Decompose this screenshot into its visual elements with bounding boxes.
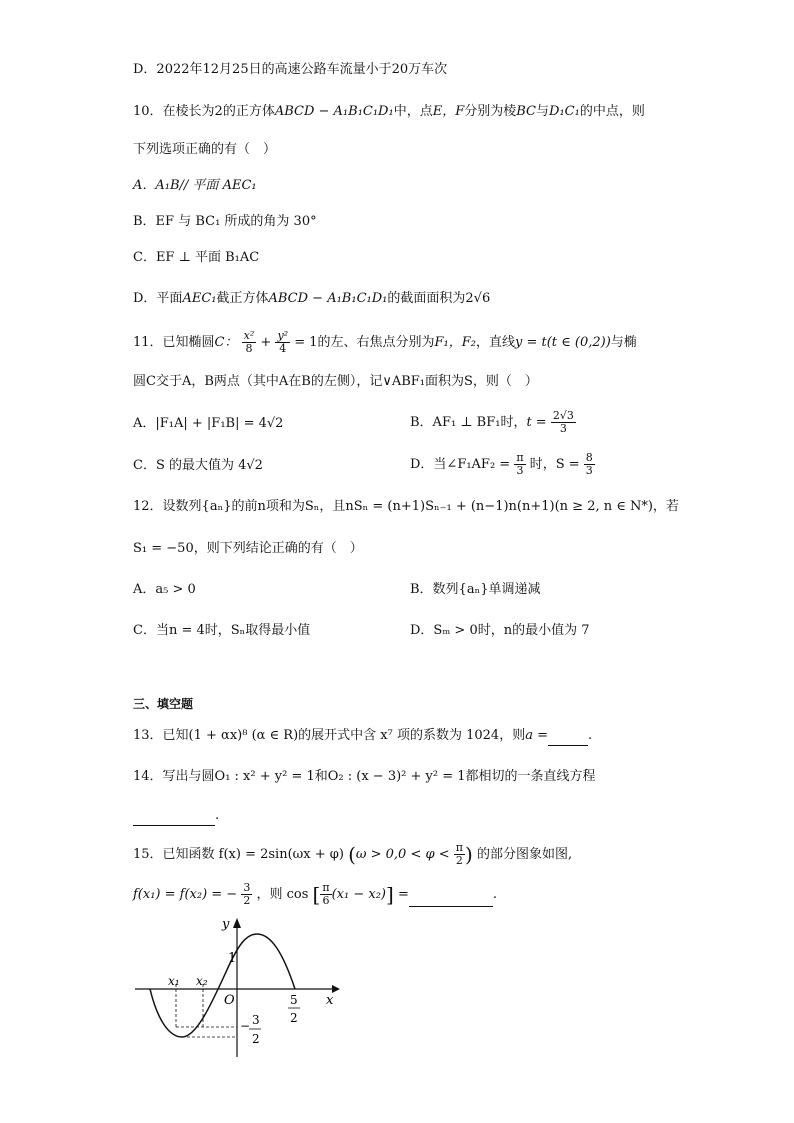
y-axis-label: y [222, 917, 230, 932]
x2-label: x₂ [196, 974, 208, 988]
q11-option-a: A．|F₁A| + |F₁B| = 4√2 [133, 416, 284, 431]
q11-option-b: B．AF₁ ⊥ BF₁时，t = $\frac{2√3}{3}$ [410, 409, 574, 435]
q10-option-d: D．平面AEC₁截正方体ABCD − A₁B₁C₁D₁的截面面积为2√6 [133, 291, 491, 306]
q14: 14．写出与圆O₁ : x² + y² = 1和O₂ : (x − 3)² + y² = 1都相切的一条直线方程 [133, 769, 596, 784]
q9-option-d: D．2022年12月25日的高速公路车流量小于20万车次 [133, 62, 448, 77]
q11-option-d: D．当∠F₁AF₂ = $\frac{\pi}{3}$ 时，S = $\frac{8}{3}$ [410, 451, 593, 477]
q15-stem: 15．已知函数 f(x) = 2sin(ωx + φ) (ω > 0,0 < φ < $\frac{\pi}{2}$ ) 的部分图象如图, [133, 841, 573, 867]
q12-option-c: C．当n = 4时，Sₙ取得最小值 [133, 623, 311, 638]
q10-option-b: B．EF 与 BC₁ 所成的角为 30° [133, 214, 317, 229]
q14-answer-line: . [133, 806, 219, 826]
neg-label: − [240, 1019, 251, 1033]
section-heading: 三、填空题 [133, 697, 194, 711]
q15-stem-2: f(x₁) = f(x₂) = − $\frac{3}{2}$ ，则 cos [ $\frac{\pi}{6}$ (x₁ − x₂)] = . [133, 881, 497, 907]
five-label: 5 [290, 993, 298, 1007]
q12-option-b: B．数列{aₙ}单调递减 [410, 582, 541, 597]
q10-option-c: C．EF ⊥ 平面 B₁AC [133, 250, 260, 265]
q11-stem: 11．已知椭圆C： $\frac{\text{x²}}{8}$ + $\frac{\text{y²}}{4}$ = 1的左、右焦点分别为F₁，F₂，直线y = t(t ∈ (0,2))与椭 [133, 329, 637, 355]
q12-option-a: A．a₅ > 0 [133, 582, 196, 597]
x-axis-label: x [326, 993, 334, 1008]
x-axis-arrow [332, 985, 340, 993]
y-one-label: 1 [228, 951, 237, 966]
x1-label: x₁ [168, 974, 180, 988]
q10-option-a: A．A₁B// 平面 AEC₁ [133, 178, 257, 193]
two-b-label: 2 [252, 1032, 260, 1046]
y-axis-arrow [233, 918, 241, 928]
q12-stem: 12．设数列{aₙ}的前n项和为Sₙ，且nSₙ = (n+1)Sₙ₋₁ + (n−1)n(n+1)(n ≥ 2, n ∈ N*)，若 [133, 499, 679, 514]
q12-stem-2: S₁ = −50，则下列结论正确的有（ ） [133, 541, 363, 556]
answer-blank[interactable] [409, 906, 493, 907]
two-label: 2 [290, 1011, 298, 1025]
q10-stem-2: 下列选项正确的有（ ） [133, 142, 277, 157]
answer-blank[interactable] [133, 825, 215, 826]
sine-graph [130, 912, 350, 1062]
three-label: 3 [252, 1013, 260, 1027]
answer-blank[interactable] [548, 745, 588, 746]
q10-stem: 10．在棱长为2的正方体ABCD − A₁B₁C₁D₁中，点E，F分别为棱BC与D₁C₁的中点，则 [133, 104, 645, 119]
q12-option-d: D．Sₘ > 0时，n的最小值为 7 [410, 623, 590, 638]
q13: 13．已知(1 + αx)⁸ (α ∈ R)的展开式中含 x⁷ 项的系数为 1024，则a = . [133, 726, 592, 746]
origin-label: O [224, 993, 235, 1008]
q11-option-c: C．S 的最大值为 4√2 [133, 458, 263, 473]
q11-stem-2: 圆C交于A，B两点（其中A在B的左侧），记∨ABF₁面积为S，则（ ） [133, 374, 538, 389]
